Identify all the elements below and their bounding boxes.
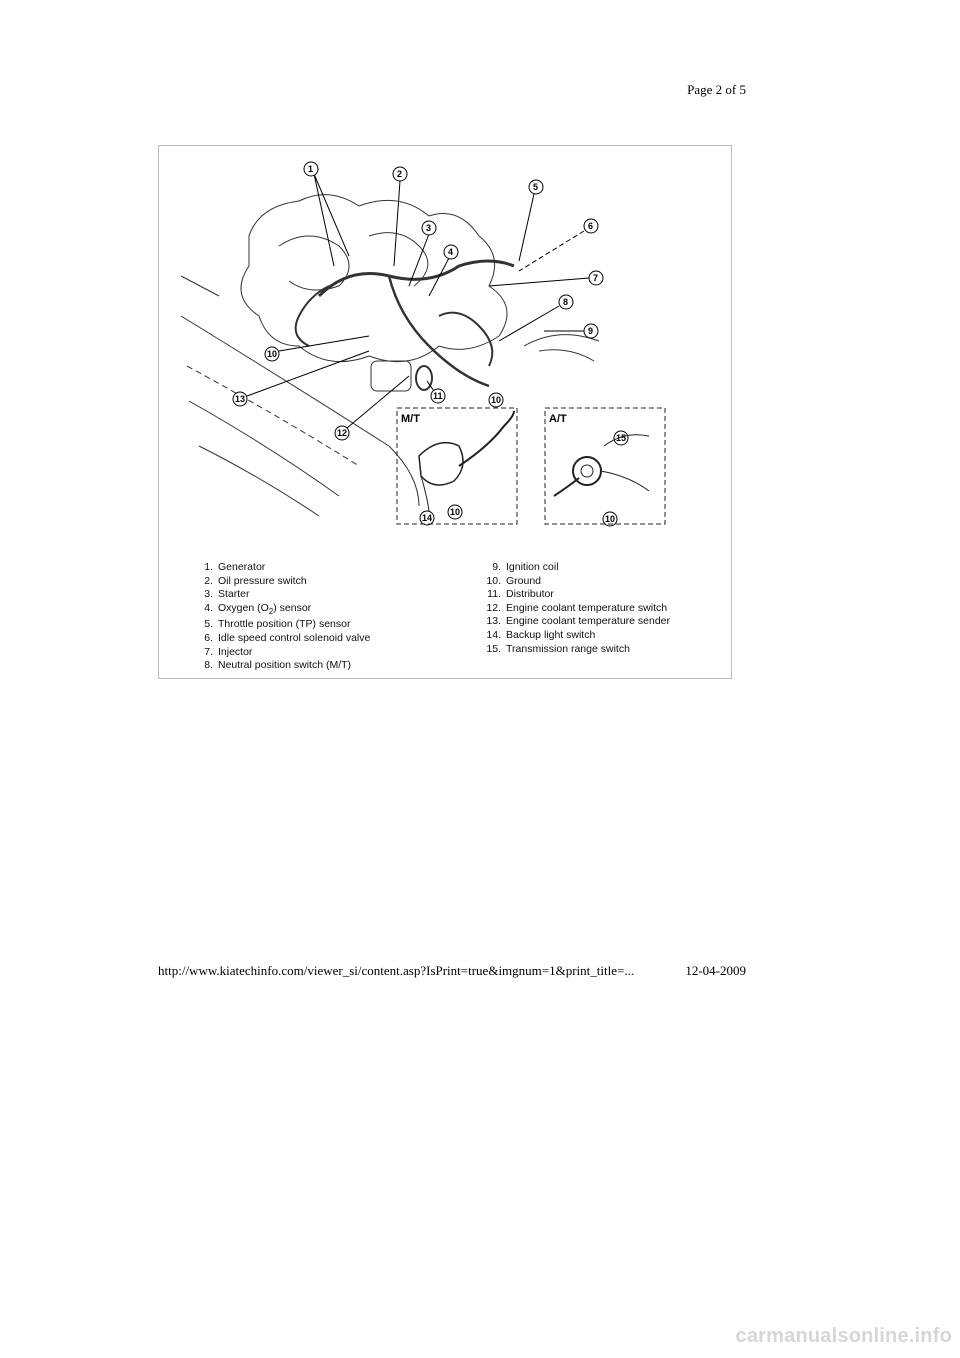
legend-item: 14. Backup light switch [486, 628, 596, 641]
callout-8: 8 [563, 297, 569, 307]
callout-6: 6 [588, 221, 594, 231]
callout-1: 1 [308, 164, 314, 174]
legend-item: 15. Transmission range switch [486, 642, 630, 655]
callout-12: 12 [337, 428, 348, 438]
legend-item: 6. Idle speed control solenoid valve [204, 632, 371, 645]
page-number: Page 2 of 5 [687, 82, 746, 97]
callout-9: 9 [588, 326, 594, 336]
legend-item: 13. Engine coolant temperature sender [486, 615, 671, 628]
legend-right-column [477, 561, 670, 656]
callout-4: 4 [448, 247, 454, 257]
watermark: carmanualsonline.info [735, 1325, 952, 1347]
callout-14: 14 [422, 513, 433, 523]
callout-11: 11 [433, 391, 443, 401]
callout-2: 2 [397, 169, 403, 179]
callout-10d: 10 [605, 514, 616, 524]
mt-label: M/T [401, 413, 420, 425]
callout-13: 13 [235, 394, 246, 404]
legend-item: 3. Starter [204, 588, 250, 601]
at-label: A/T [549, 413, 567, 425]
callout-7: 7 [593, 273, 599, 283]
legend-item: 7. Injector [204, 645, 253, 658]
source-url: http://www.kiatechinfo.com/viewer_si/content.asp?IsPrint=true&imgnum=1&print_title=... [158, 963, 635, 978]
callout-5: 5 [533, 182, 539, 192]
callout-10: 10 [267, 349, 278, 359]
legend-item: 4. Oxygen $(O_2)$ sensor [204, 601, 312, 616]
legend-item: 2. Oil pressure switch [204, 574, 307, 587]
legend-item: 9. Ignition coil [492, 561, 559, 573]
legend-item: 11. Distributor [487, 588, 554, 601]
callout-10b: 10 [450, 507, 461, 517]
callout-15: 15 [616, 433, 627, 443]
legend-item: 10. Ground [486, 574, 542, 587]
at-inset [545, 408, 665, 524]
engine-illustration [159, 146, 731, 546]
engine-component-diagram [158, 145, 732, 679]
legend-item: 1. Generator [204, 561, 266, 573]
callout-3: 3 [426, 223, 432, 233]
print-date: 12-04-2009 [685, 963, 746, 978]
legend-item: 5. Throttle position (TP) sensor [204, 618, 351, 631]
legend-left-column [195, 561, 370, 673]
legend-item: 8. Neutral position switch (M/T) [204, 659, 352, 672]
legend-item: 12. Engine coolant temperature switch [486, 601, 668, 614]
callout-10c: 10 [491, 395, 502, 405]
